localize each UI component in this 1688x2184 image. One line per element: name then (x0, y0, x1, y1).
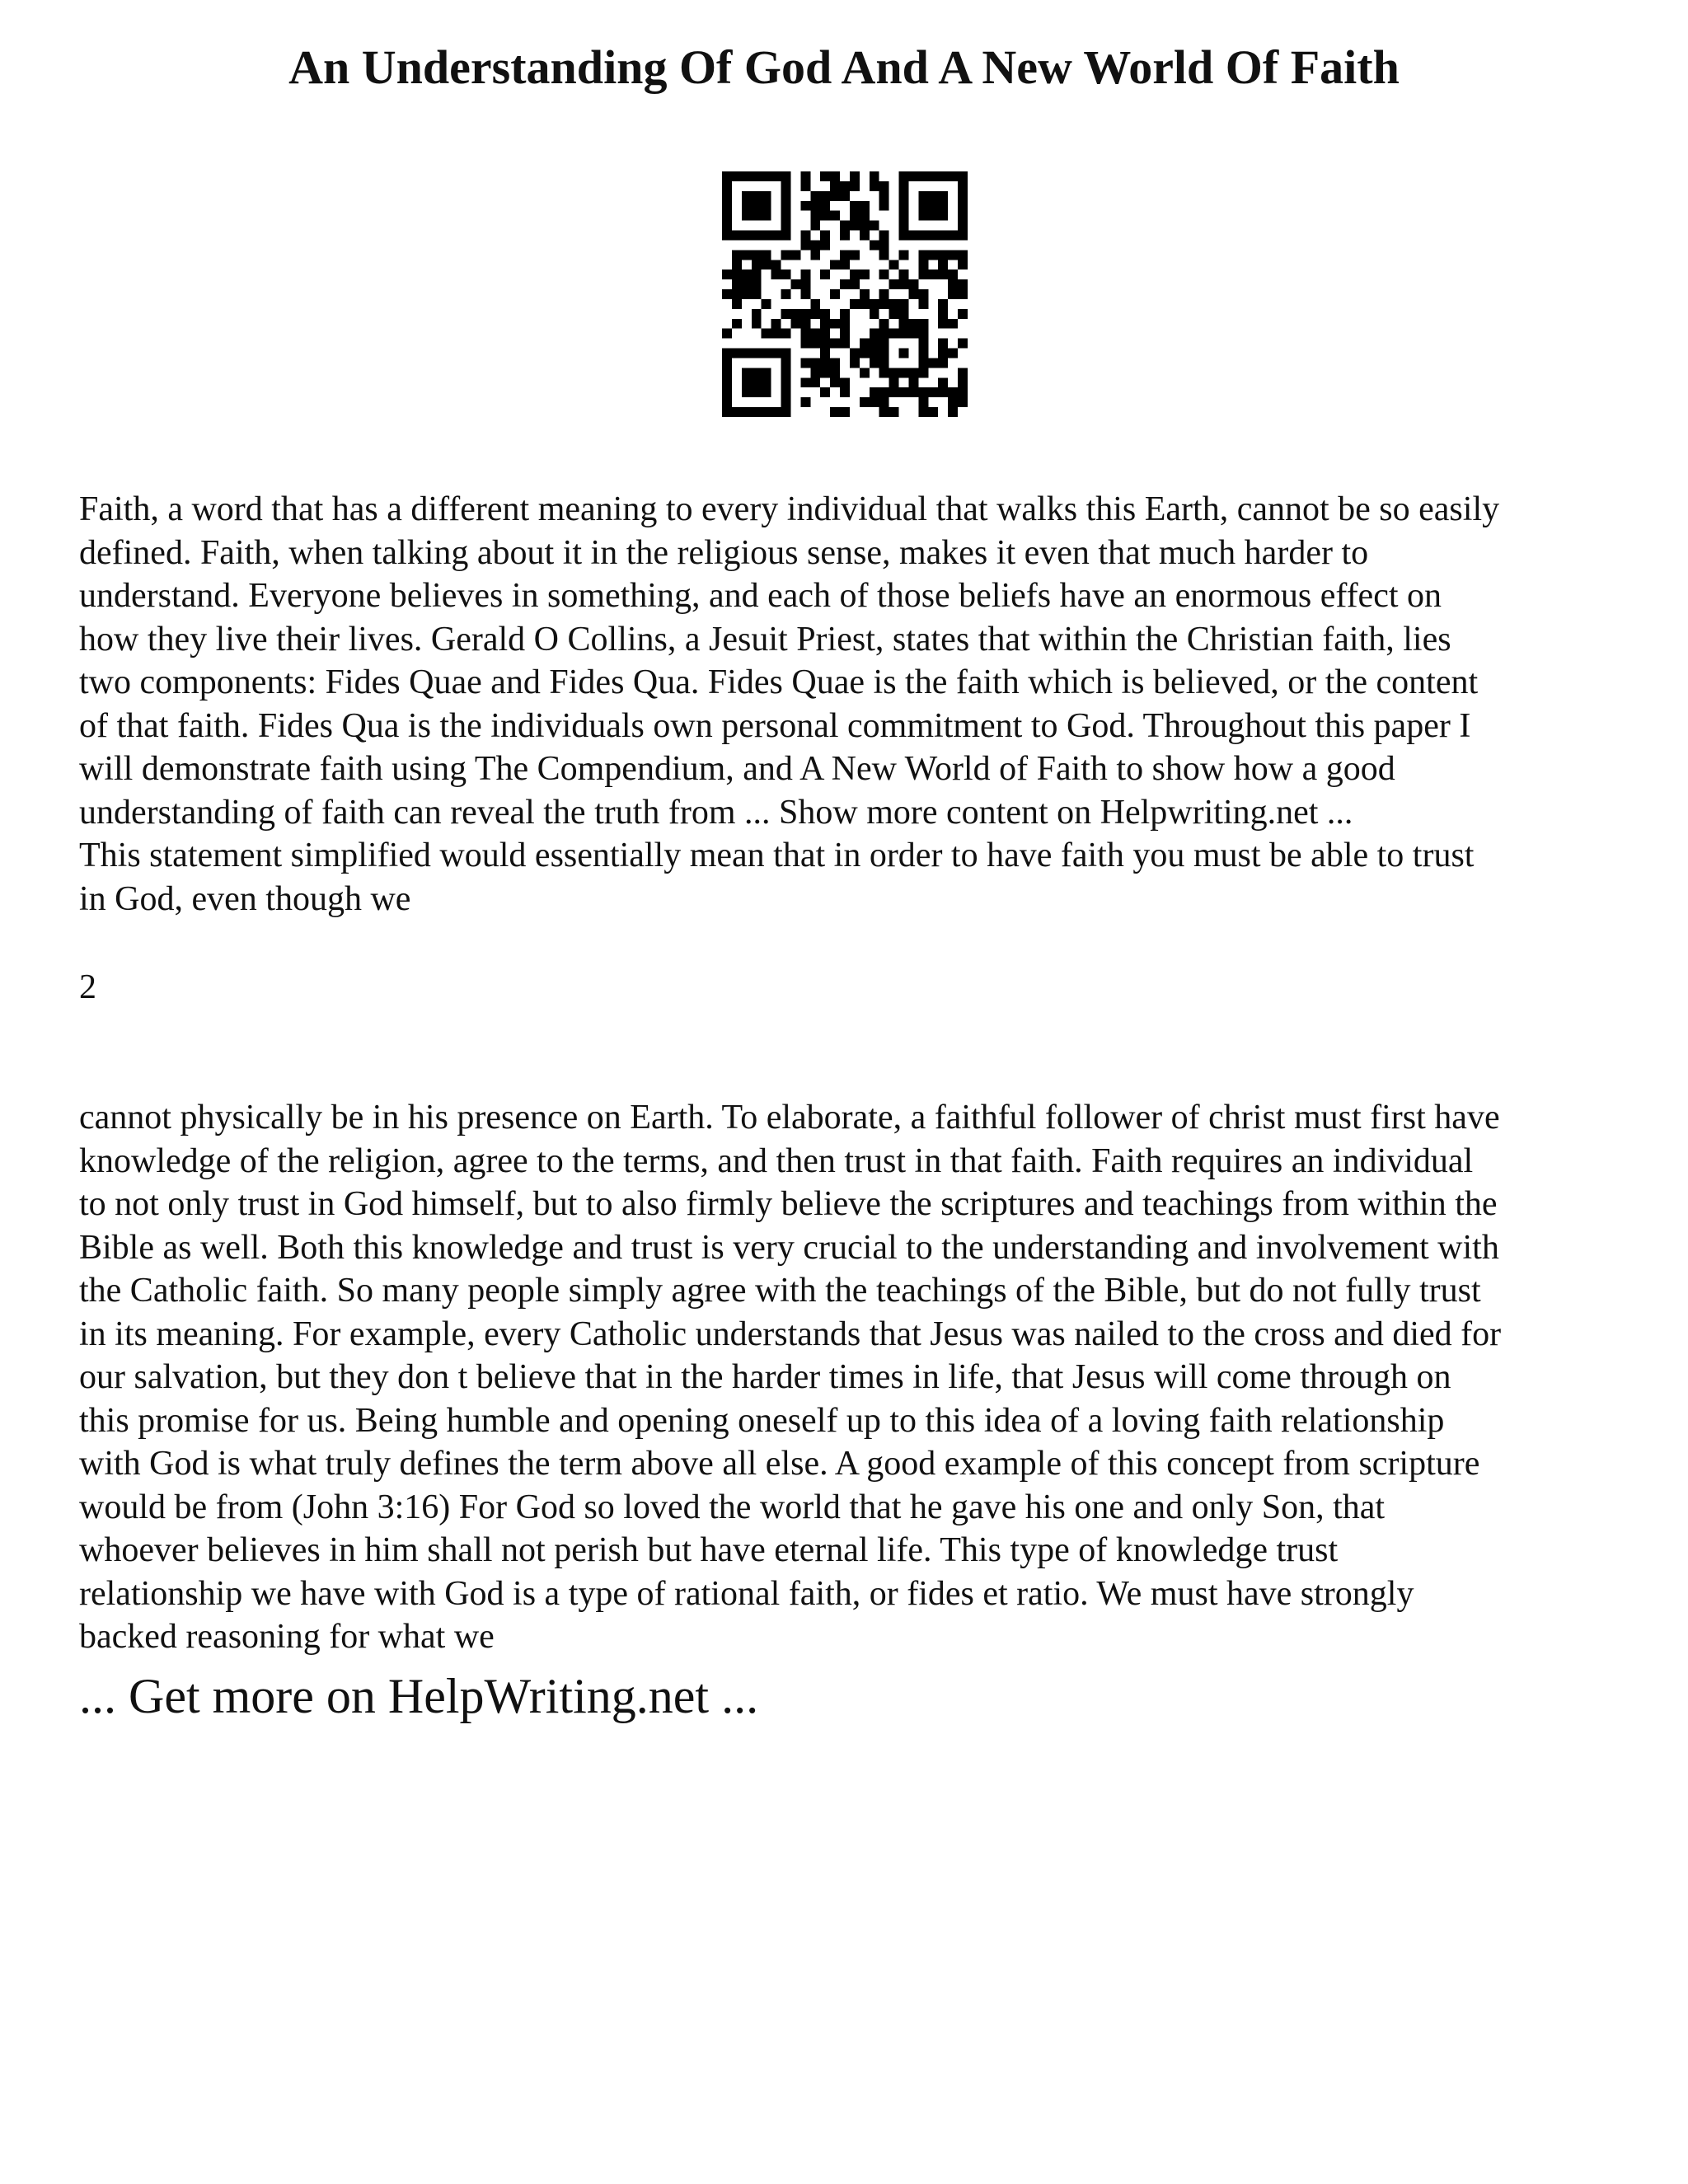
paragraph-line: whoever believes in him shall not perish but have eternal life. This type of knowledge trust (79, 1531, 1339, 1569)
paragraph-line: to not only trust in God himself, but to also firmly believe the scriptures and teachings from within the (79, 1185, 1498, 1223)
document-title: An Understanding Of God And A New World Of Faith (288, 40, 1400, 94)
paragraph-line: of that faith. Fides Qua is the individuals own personal commitment to God. Throughout this paper I (79, 706, 1471, 745)
paragraph-1 (79, 488, 1629, 921)
paragraph-line: our salvation, but they don t believe that in the harder times in life, that Jesus will come through on (79, 1358, 1451, 1396)
paragraph-line: how they live their lives. Gerald O Collins, a Jesuit Priest, states that within the Christian faith, lies (79, 620, 1451, 658)
paragraph-line: would be from (John 3:16) For God so loved the world that he gave his one and only Son, that (79, 1488, 1386, 1526)
paragraph-line: knowledge of the religion, agree to the terms, and then trust in that faith. Faith requires an individual (79, 1141, 1474, 1180)
paragraph-line: relationship we have with God is a type of rational faith, or fides et ratio. We must have strongly (79, 1574, 1414, 1613)
paragraph-line: Bible as well. Both this knowledge and trust is very crucial to the understanding and involvement with (79, 1228, 1499, 1267)
paragraph-line: understanding of faith can reveal the truth from ... Show more content on Helpwriting.net ... (79, 793, 1353, 832)
get-more-link[interactable]: ... Get more on HelpWriting.net ... (79, 1669, 759, 1723)
paragraph-line: will demonstrate faith using The Compendium, and A New World of Faith to show how a good (79, 750, 1395, 788)
paragraph-line: defined. Faith, when talking about it in the religious sense, makes it even that much harder to (79, 533, 1369, 572)
paragraph-line: cannot physically be in his presence on Earth. To elaborate, a faithful follower of christ must first have (79, 1099, 1500, 1137)
page-number: 2 (79, 968, 96, 1006)
paragraph-line: Faith, a word that has a different meaning to every individual that walks this Earth, cannot be so easily (79, 490, 1500, 528)
paragraph-line: with God is what truly defines the term above all else. A good example of this concept from scripture (79, 1445, 1480, 1483)
paragraph-2 (79, 1096, 1629, 1659)
paragraph-line: two components: Fides Quae and Fides Qua. Fides Quae is the faith which is believed, or the content (79, 663, 1479, 701)
paragraph-line: in God, even though we (79, 879, 411, 918)
paragraph-line: backed reasoning for what we (79, 1618, 495, 1656)
qr-code-icon (722, 171, 968, 417)
paragraph-line: This statement simplified would essentially mean that in order to have faith you must be able to trust (79, 837, 1475, 874)
paragraph-line: the Catholic faith. So many people simply agree with the teachings of the Bible, but do not fully trust (79, 1272, 1481, 1310)
paragraph-line: this promise for us. Being humble and opening oneself up to this idea of a loving faith relationship (79, 1401, 1445, 1440)
paragraph-line: in its meaning. For example, every Catholic understands that Jesus was nailed to the cross and died for (79, 1315, 1502, 1353)
paragraph-line: understand. Everyone believes in something, and each of those beliefs have an enormous effect on (79, 577, 1442, 615)
